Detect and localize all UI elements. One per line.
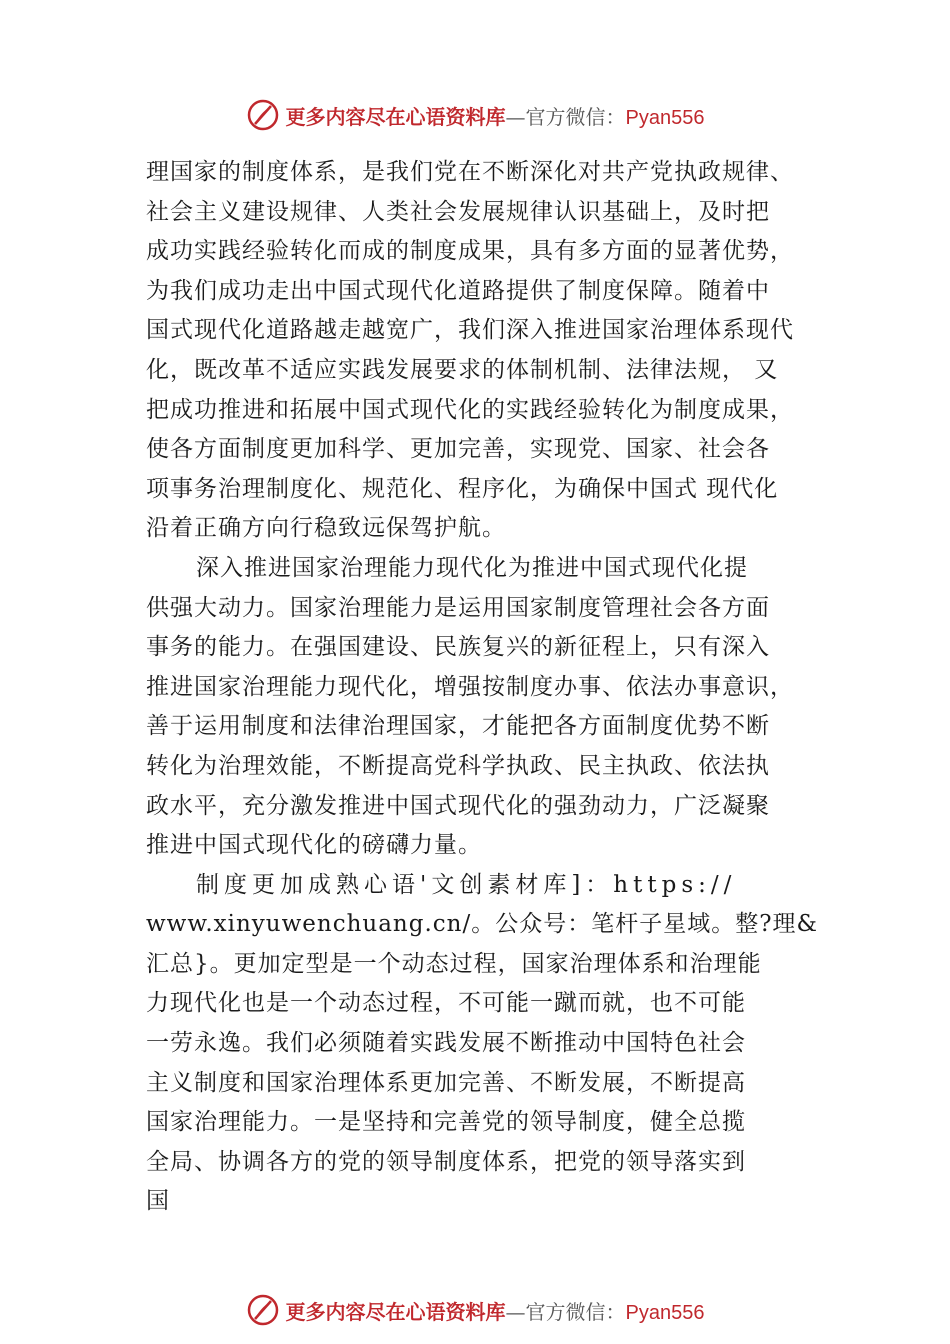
text-line: 全局、协调各方的党的领导制度体系，把党的领导落实到	[146, 1148, 746, 1175]
text-line: 理国家的制度体系，是我们党在不断深化对共产党执政规律、	[146, 159, 794, 185]
text-line: 国家治理能力。一是坚持和完善党的领导制度，健全总揽	[146, 1109, 746, 1136]
header-brand: Pyan556	[625, 106, 705, 129]
text-line: 力现代化也是一个动态过程，不可能一蹴而就，也不可能	[146, 990, 746, 1017]
footer-gray-text: 官方微信：	[525, 1299, 626, 1324]
text-line: 国	[146, 1188, 170, 1215]
footer-red-text: 更多内容尽在心语资料库	[285, 1299, 506, 1324]
text-line: 供强大动力。国家治理能力是运用国家制度管理社会各方面	[146, 594, 770, 621]
paragraph-start-line: 制度更加成熟心语'文创素材库]：https://	[196, 871, 737, 898]
text-line: 沿着正确方向行稳致远保驾护航。	[146, 515, 506, 542]
text-line: 主义制度和国家治理体系更加完善、不断发展，不断提高	[146, 1069, 746, 1096]
text-line: 事务的能力。在强国建设、民族复兴的新征程上，只有深入	[146, 634, 770, 661]
text-line: 把成功推进和拓展中国式现代化的实践经验转化为制度成果，	[146, 396, 794, 423]
text-line: 使各方面制度更加科学、更加完善，实现党、国家、社会各	[146, 436, 770, 463]
text-line: www.xinyuwenchuang.cn/。公众号：笔杆子星域。整?理&	[146, 911, 819, 938]
text-line: 推进中国式现代化的磅礴力量。	[146, 832, 482, 859]
text-line: 为我们成功走出中国式现代化道路提供了制度保障。随着中	[146, 277, 770, 304]
header-dash: —	[505, 104, 526, 129]
document-body	[146, 153, 846, 1222]
footer-dash: —	[505, 1299, 526, 1324]
text-line: 成功实践经验转化而成的制度成果，具有多方面的显著优势，	[146, 238, 794, 265]
text-line: 推进国家治理能力现代化，增强按制度办事、依法办事意识，	[146, 673, 794, 700]
text-line: 汇总}。更加定型是一个动态过程，国家治理体系和治理能	[146, 950, 762, 977]
text-line: 转化为治理效能，不断提高党科学执政、民主执政、依法执	[146, 752, 770, 779]
text-line: 一劳永逸。我们必须随着实践发展不断推动中国特色社会	[146, 1030, 746, 1057]
header-banner	[0, 95, 950, 135]
footer-banner	[0, 1290, 950, 1330]
header-gray-text: 官方微信：	[525, 104, 626, 129]
text-line: 国式现代化道路越走越宽广，我们深入推进国家治理体系现代	[146, 317, 794, 344]
quill-logo-icon	[246, 98, 280, 132]
footer-brand: Pyan556	[625, 1301, 705, 1324]
header-red-text: 更多内容尽在心语资料库	[285, 104, 506, 129]
text-line: 社会主义建设规律、人类社会发展规律认识基础上，及时把	[146, 198, 770, 225]
text-line: 政水平，充分激发推进中国式现代化的强劲动力，广泛凝聚	[146, 792, 770, 819]
text-line: 善于运用制度和法律治理国家，才能把各方面制度优势不断	[146, 713, 770, 740]
paragraph-start-line: 深入推进国家治理能力现代化为推进中国式现代化提	[196, 554, 748, 581]
quill-logo-icon	[246, 1293, 280, 1327]
text-line: 项事务治理制度化、规范化、程序化，为确保中国式 现代化	[146, 475, 779, 502]
text-line: 化，既改革不适应实践发展要求的体制机制、法律法规， 又	[146, 356, 779, 383]
